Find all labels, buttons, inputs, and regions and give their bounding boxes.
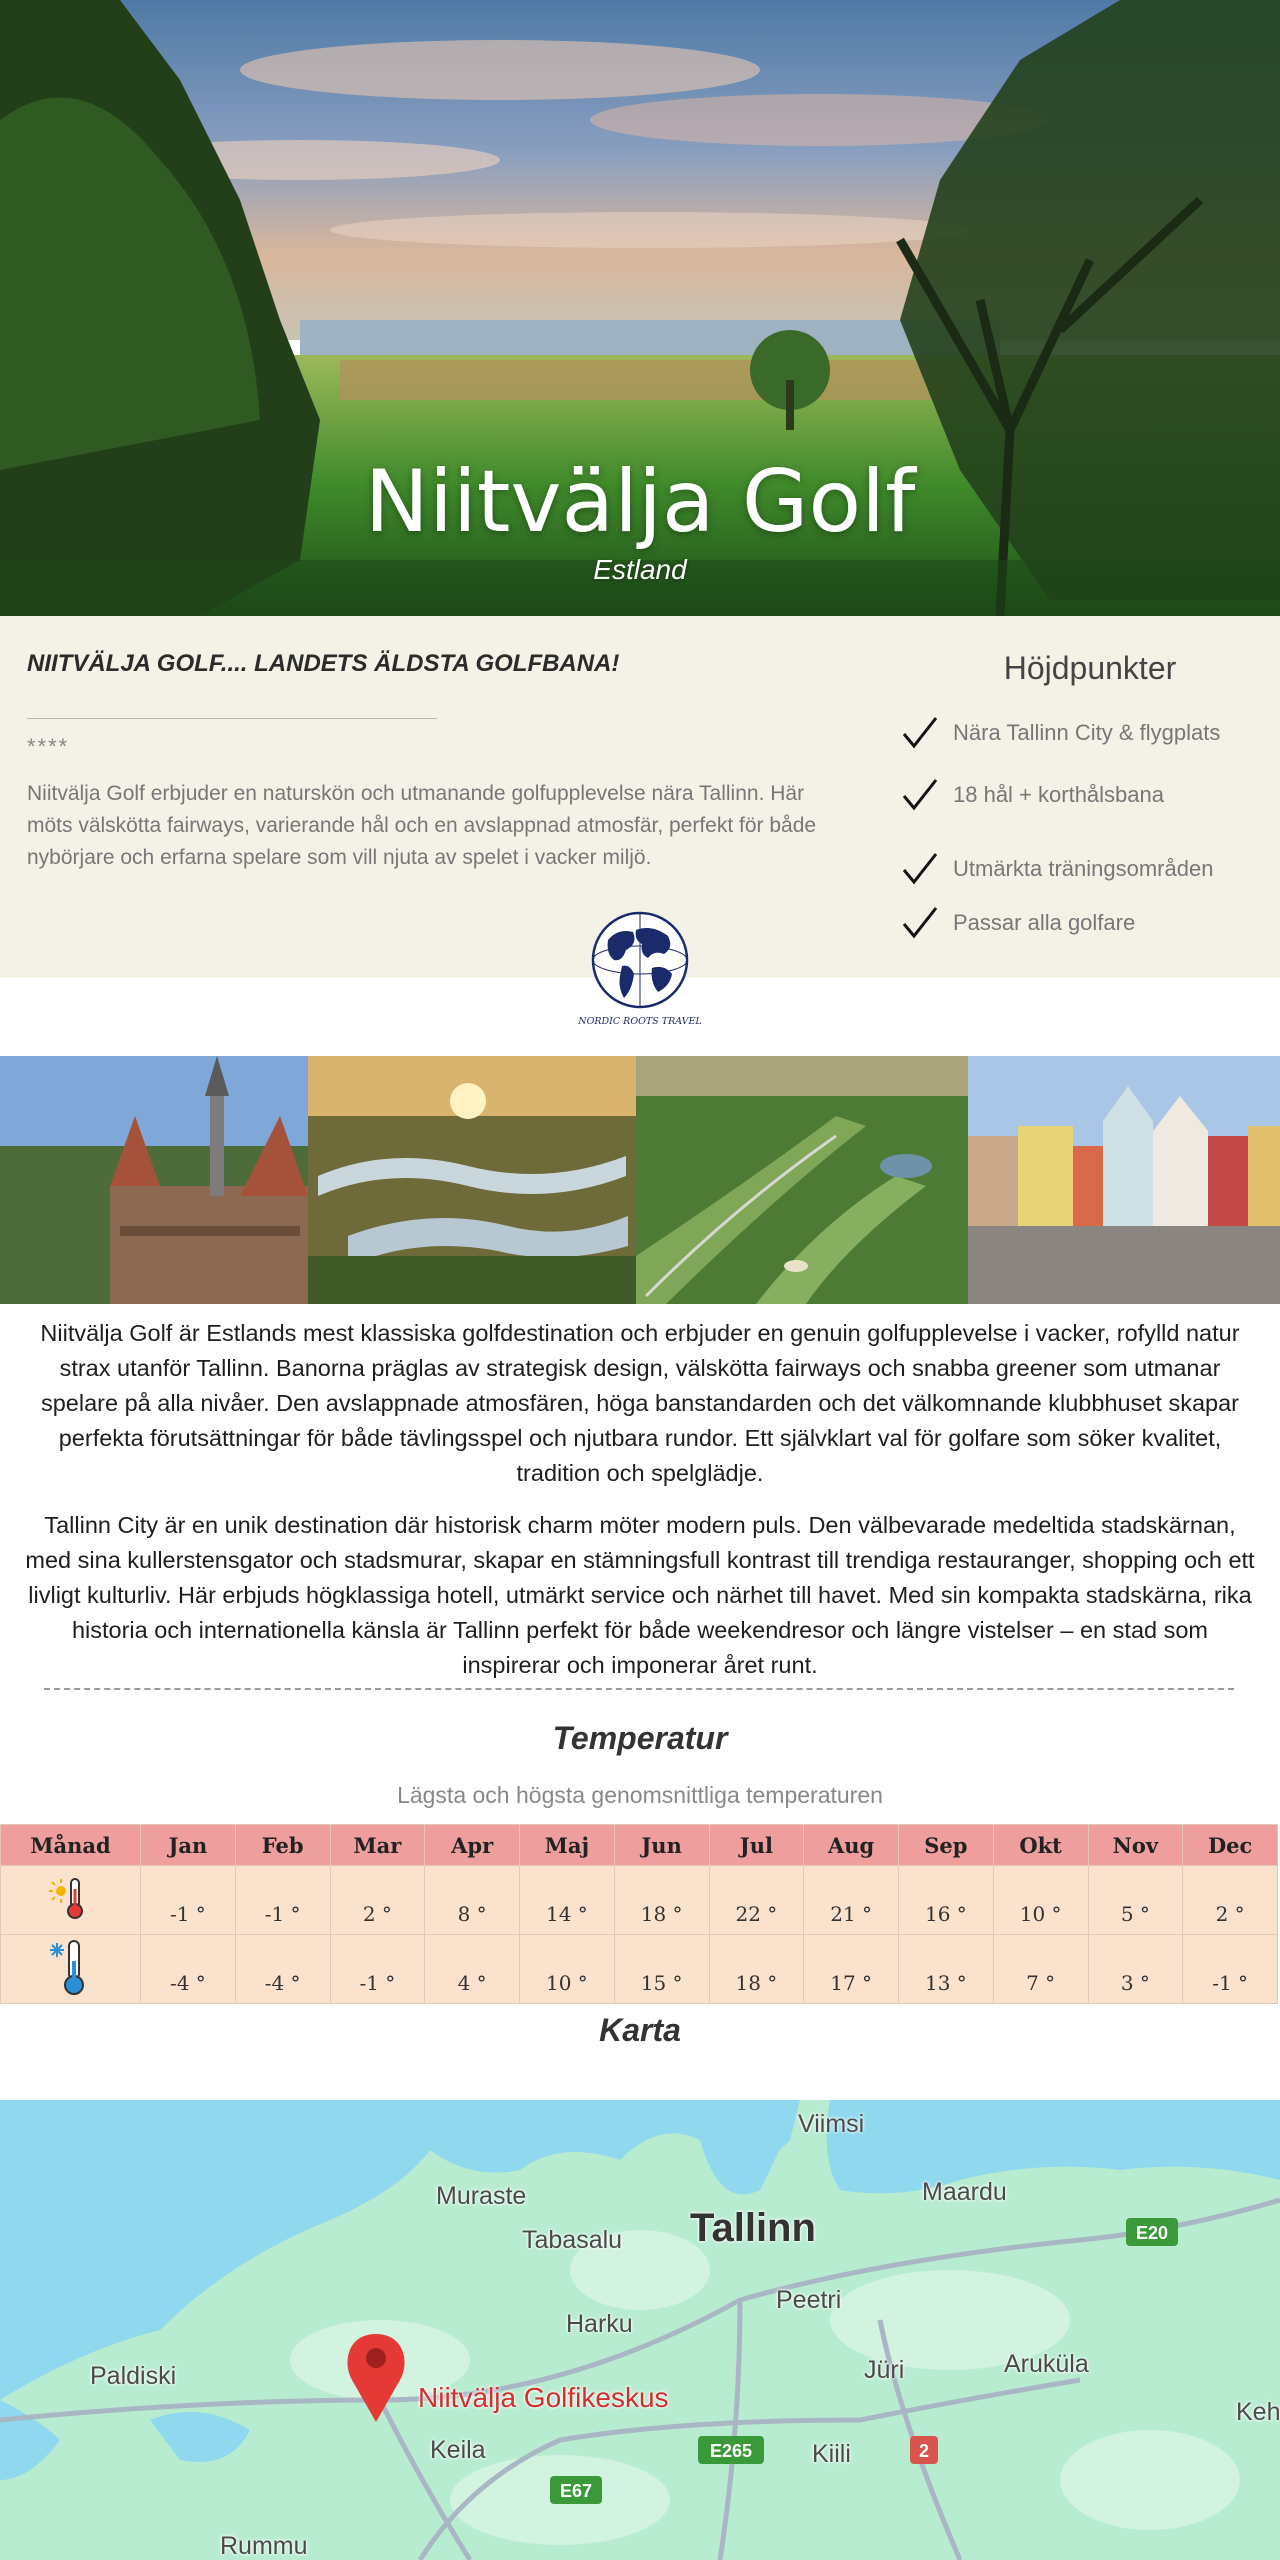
temperature-title: Temperatur (552, 1720, 728, 1756)
low-temp-cell: 10 ° (520, 1935, 615, 2004)
table-header-row (1, 1825, 1278, 1866)
globe-icon (578, 910, 702, 1030)
low-temp-cell: -1 ° (330, 1935, 425, 2004)
high-temp-cell: -1 ° (141, 1866, 236, 1935)
month-cell: Maj (520, 1825, 615, 1866)
photo-old-town (0, 1056, 308, 1304)
photo-town-square (968, 1056, 1280, 1304)
tallinn-description: Tallinn City är en unik destination där historisk charm möter modern puls. Den välbevarade medeltida stadskärnan, med sina kullerstensgator och stadsmurar, skapar en stämningsfull kontrast till trendiga restauranger, shopping och ett livligt kulturliv. Här erbjuds högklassiga hotell, utmärkt service och närhet till havet. Med sin kompakta stadskärna, rika historia och internationella känsla är Tallinn perfekt för både weekendresor och längre vistelser – en stad som inspirerar och imponerar året runt. (25, 1512, 1255, 1678)
highlight-item (900, 714, 1280, 756)
intro-text: Niitvälja Golf erbjuder en naturskön och utmanande golfupplevelse nära Tallinn. Här möts välskötta fairways, varierande hål och en avslappnad atmosfär, perfekt för både nybörjare och erfarna spelare som vill njuta av spelet i vacker miljö. (27, 782, 817, 869)
low-temp-cell: 18 ° (709, 1935, 804, 2004)
low-temp-cell: 4 ° (425, 1935, 520, 2004)
highlights-title: Höjdpunkter (1003, 650, 1177, 686)
month-cell: Apr (425, 1825, 520, 1866)
map-canvas (0, 2100, 1280, 2560)
month-cell: Dec (1183, 1825, 1278, 1866)
map-label-city: Tallinn (690, 2206, 816, 2250)
month-cell: Aug (804, 1825, 899, 1866)
hero-subtitle: Estland (593, 554, 687, 585)
intro-divider (27, 718, 437, 719)
checkmark-icon (900, 776, 940, 816)
low-temp-cell: -1 ° (1183, 1935, 1278, 2004)
high-temp-cell: 2 ° (1183, 1866, 1278, 1935)
month-cell: Jul (709, 1825, 804, 1866)
high-temp-cell: 14 ° (520, 1866, 615, 1935)
high-temp-cell: 2 ° (330, 1866, 425, 1935)
high-temp-cell: 10 ° (993, 1866, 1088, 1935)
highlight-text: Passar alla golfare (953, 910, 1136, 935)
logo-text: NORDIC ROOTS TRAVEL (578, 1016, 702, 1027)
road-label-2: 2 (918, 2441, 930, 2461)
intro-heading: NIITVÄLJA GOLF.... LANDETS ÄLDSTA GOLFBANA! (27, 650, 620, 677)
low-temp-cell: -4 ° (235, 1935, 330, 2004)
high-temp-cell: 8 ° (425, 1866, 520, 1935)
low-temp-cell: -4 ° (141, 1935, 236, 2004)
photo-wetland (308, 1056, 636, 1304)
map-label: Keila (430, 2436, 486, 2464)
temperature-subtitle: Lägsta och högsta genomsnittliga temperaturen (397, 1782, 883, 1808)
map-label: Harku (566, 2310, 633, 2338)
highlight-item (900, 904, 1280, 946)
low-temp-cell: 3 ° (1088, 1935, 1183, 2004)
map-label: Aruküla (1004, 2350, 1089, 2378)
highlight-text: 18 hål + korthålsbana (953, 782, 1164, 807)
month-cell: Mar (330, 1825, 425, 1866)
map-title: Karta (599, 2012, 681, 2048)
map-label: Tabasalu (522, 2226, 623, 2254)
high-temp-cell: 16 ° (899, 1866, 994, 1935)
month-cell: Sep (899, 1825, 994, 1866)
map-label: Kiili (812, 2440, 851, 2468)
month-cell: Jun (614, 1825, 709, 1866)
map[interactable] (0, 2100, 1280, 2560)
checkmark-icon (900, 850, 940, 890)
high-temp-cell: 5 ° (1088, 1866, 1183, 1935)
map-label: Paldiski (90, 2362, 177, 2390)
temperature-table (0, 1824, 1278, 2004)
map-label: Maardu (922, 2178, 1007, 2206)
month-cell: Feb (235, 1825, 330, 1866)
month-cell: Nov (1088, 1825, 1183, 1866)
map-label: Keh (1236, 2398, 1280, 2426)
checkmark-icon (900, 714, 940, 754)
star-rating: **** (27, 734, 70, 759)
map-label: Muraste (436, 2182, 527, 2210)
low-temp-cell: 13 ° (899, 1935, 994, 2004)
high-temp-cell: 22 ° (709, 1866, 804, 1935)
highlight-item (900, 850, 1280, 892)
highlight-text: Utmärkta träningsområden (953, 856, 1214, 881)
table-row-high (1, 1866, 1278, 1935)
table-row-low (1, 1935, 1278, 2004)
checkmark-icon (900, 904, 940, 944)
low-temp-cell: 7 ° (993, 1935, 1088, 2004)
low-temp-cell: 17 ° (804, 1935, 899, 2004)
golf-description: Niitvälja Golf är Estlands mest klassiska golfdestination och erbjuder en genuin golfupplevelse i vacker, rofylld natur strax utanför Tallinn. Banorna präglas av strategisk design, välskötta fairways och snabba greener som utmanar spelare på alla nivåer. Den avslappnade atmosfären, höga banstandarden och det välkomnande klubbhuset skapar perfekta förutsättningar för både tävlingsspel och njutbara rundor. Ett självklart val för golfare som söker kvalitet, tradition och spelglädje. (40, 1320, 1240, 1486)
road-label-e67: E67 (559, 2481, 593, 2501)
low-temp-cell: 15 ° (614, 1935, 709, 2004)
brand-logo (578, 910, 702, 1030)
high-temp-cell: 18 ° (614, 1866, 709, 1935)
section-divider (44, 1688, 1234, 1690)
high-temp-cell: 21 ° (804, 1866, 899, 1935)
map-pin-label[interactable]: Niitvälja Golfikeskus (418, 2382, 669, 2413)
map-label: Viimsi (798, 2110, 865, 2138)
thermometer-sun-icon (49, 1875, 93, 1921)
hero-title: Niitvälja Golf (364, 452, 916, 552)
map-label: Rummu (220, 2532, 308, 2560)
road-label-e20: E20 (1135, 2223, 1169, 2243)
photo-golf-aerial (636, 1056, 968, 1304)
thermometer-snow-icon (49, 1937, 93, 1997)
month-cell: Jan (141, 1825, 236, 1866)
high-temp-cell: -1 ° (235, 1866, 330, 1935)
highlight-item (900, 776, 1280, 818)
map-label: Jüri (864, 2356, 905, 2384)
road-label-e265: E265 (709, 2441, 753, 2461)
month-header: Månad (1, 1825, 141, 1866)
month-cell: Okt (993, 1825, 1088, 1866)
map-label: Peetri (776, 2286, 842, 2314)
highlight-text: Nära Tallinn City & flygplats (953, 720, 1221, 745)
